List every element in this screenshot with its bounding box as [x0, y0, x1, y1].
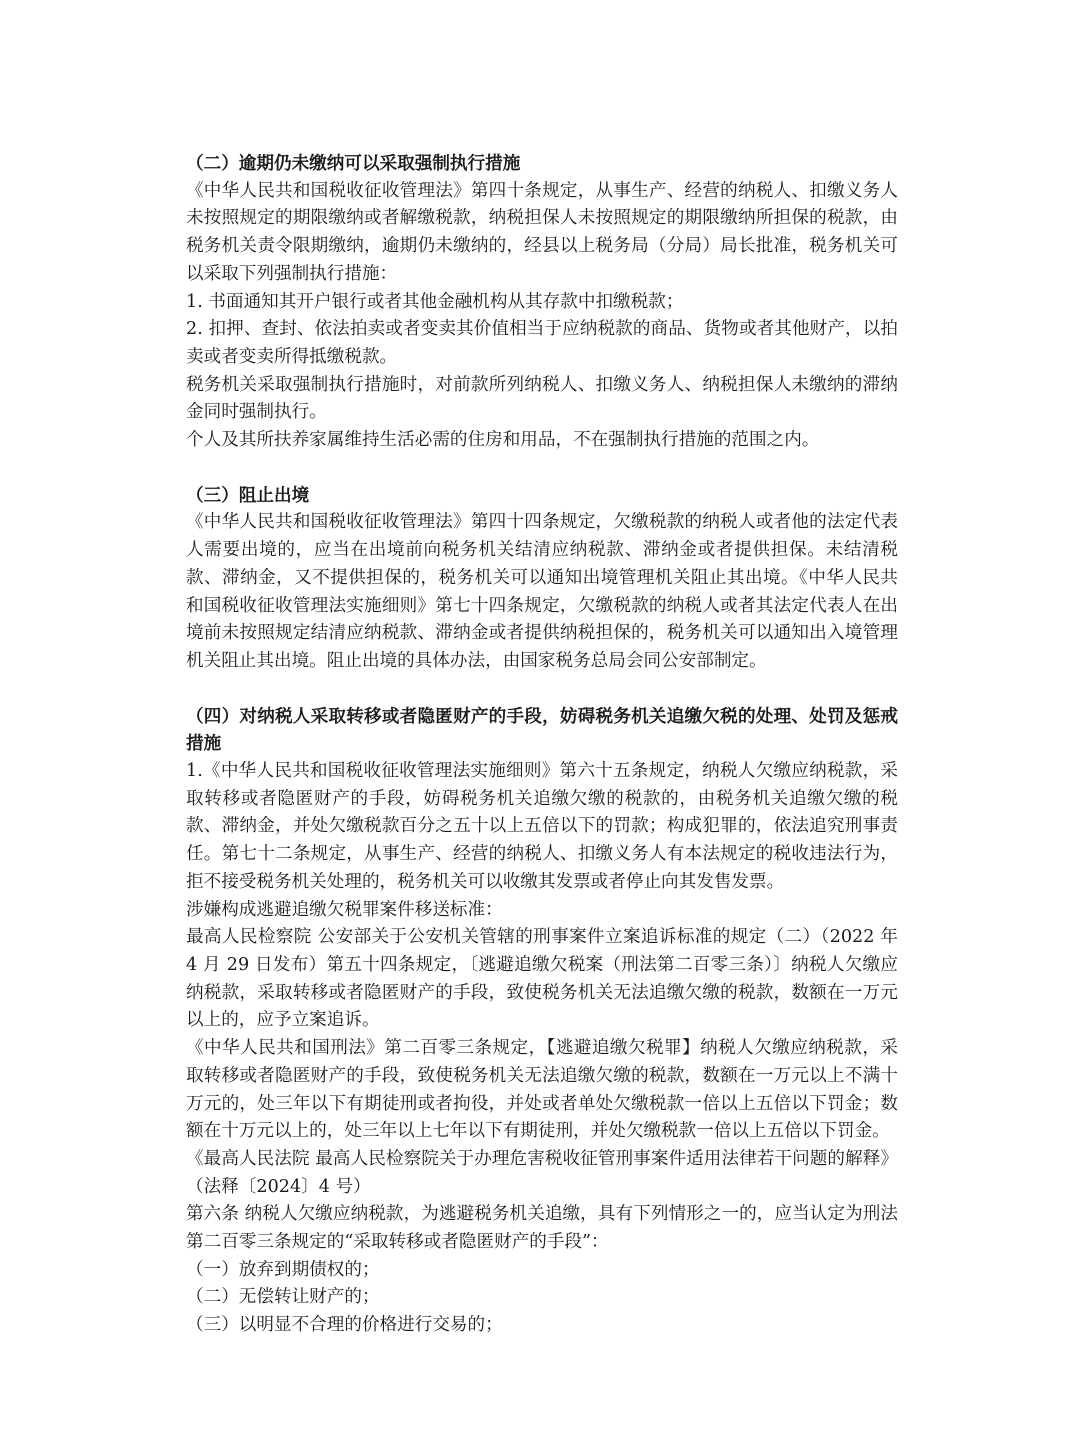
section-heading-2: （二）逾期仍未缴纳可以采取强制执行措施	[186, 153, 521, 174]
paragraph: 1.《中华人民共和国税收征收管理法实施细则》第六十五条规定，纳税人欠缴应纳税款，采取转移或者隐匿财产的手段，妨碍税务机关追缴欠缴的税款的，由税务机关追缴欠缴的税款、滞纳金，并处欠缴税款百分之五十以上五倍以下的罚款；构成犯罪的，依法追究刑事责任。第七十二条规定，从事生产、经营的纳税人、扣缴义务人有本法规定的税收违法行为，拒不接受税务机关处理的，税务机关可以收缴其发票或者停止向其发售发票。	[186, 761, 898, 892]
paragraph: 第六条 纳税人欠缴应纳税款，为逃避税务机关追缴，具有下列情形之一的，应当认定为刑法第二百零三条规定的“采取转移或者隐匿财产的手段”：	[186, 1204, 898, 1253]
section-heading-3: （三）阻止出境	[186, 484, 310, 506]
paragraph: 《中华人民共和国税收征收管理法》第四十四条规定，欠缴税款的纳税人或者他的法定代表人需要出境的，应当在出境前向税务机关结清应纳税款、滞纳金或者提供担保。未结清税款、滞纳金，又不提供担保的，税务机关可以通知出境管理机关阻止其出境。《中华人民共和国税收征收管理法实施细则》第七十四条规定，欠缴税款的纳税人或者其法定代表人在出境前未按照规定结清应纳税款、滞纳金或者提供纳税担保的，税务机关可以通知出入境管理机关阻止其出境。阻止出境的具体办法，由国家税务总局会同公安部制定。	[186, 512, 898, 671]
list-item: （二）无偿转让财产的；	[186, 1287, 380, 1308]
section-spacer	[186, 455, 898, 482]
paragraph: 《中华人民共和国刑法》第二百零三条规定，【逃避追缴欠税罪】纳税人欠缴应纳税款，采取转移或者隐匿财产的手段，致使税务机关无法追缴欠缴的税款，数额在一万元以上不满十万元的，处三年以下有期徒刑或者拘役，并处或者单处欠缴税款一倍以上五倍以下罚金；数额在十万元以上的，处三年以上七年以下有期徒刑，并处欠缴税款一倍以上五倍以下罚金。	[186, 1038, 898, 1142]
list-item: （三）以明显不合理的价格进行交易的；	[186, 1315, 503, 1336]
paragraph: 个人及其所扶养家属维持生活必需的住房和用品，不在强制执行措施的范围之内。	[186, 430, 820, 451]
list-item: （一）放弃到期债权的；	[186, 1259, 380, 1280]
list-item: 1. 书面通知其开户银行或者其他金融机构从其存款中扣缴税款；	[186, 291, 684, 312]
paragraph: 《中华人民共和国税收征收管理法》第四十条规定，从事生产、经营的纳税人、扣缴义务人未按照规定的期限缴纳或者解缴税款，纳税担保人未按照规定的期限缴纳所担保的税款，由税务机关责令限期缴纳，逾期仍未缴纳的，经县以上税务局（分局）局长批准，税务机关可以采取下列强制执行措施：	[186, 180, 898, 284]
paragraph: 《最高人民法院 最高人民检察院关于办理危害税收征管刑事案件适用法律若干问题的解释》（法释〔2024〕4 号）	[186, 1148, 898, 1197]
paragraph: 税务机关采取强制执行措施时，对前款所列纳税人、扣缴义务人、纳税担保人未缴纳的滞纳金同时强制执行。	[186, 374, 898, 423]
paragraph: 涉嫌构成逃避追缴欠税罪案件移送标准：	[186, 899, 503, 920]
list-item: 2. 扣押、查封、依法拍卖或者变卖其价值相当于应纳税款的商品、货物或者其他财产，以拍卖或者变卖所得抵缴税款。	[186, 319, 898, 367]
paragraph: 最高人民检察院 公安部关于公安机关管辖的刑事案件立案追诉标准的规定（二）（2022 年 4 月 29 日发布）第五十四条规定，〔逃避追缴欠税案（刑法第二百零三条）〕纳税人欠缴应纳税款，采取转移或者隐匿财产的手段，致使税务机关无法追缴欠缴的税款，数额在一万元以上的，应予立案追诉。	[186, 927, 898, 1031]
section-heading-4: （四）对纳税人采取转移或者隐匿财产的手段，妨碍税务机关追缴欠税的处理、处罚及惩戒措施	[186, 705, 898, 755]
document-page	[186, 150, 898, 1340]
section-spacer	[186, 676, 898, 703]
